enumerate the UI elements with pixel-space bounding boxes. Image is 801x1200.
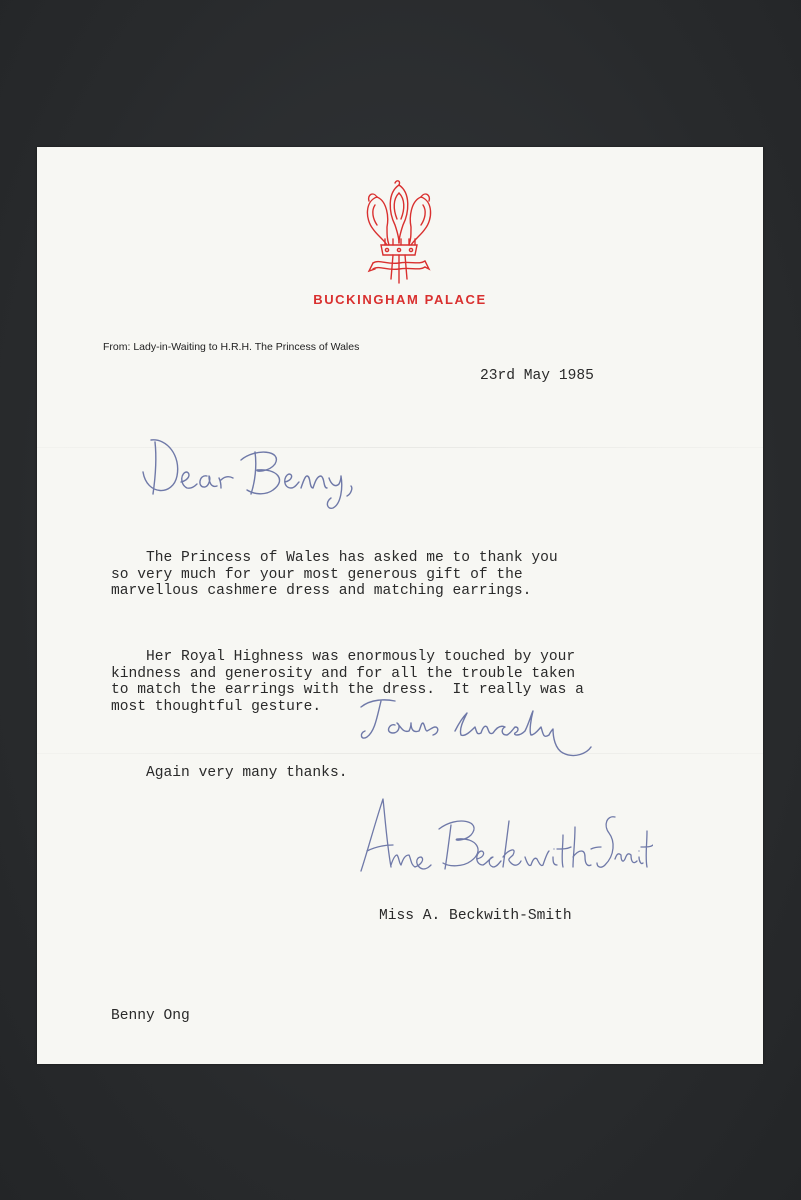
- letter-date: 23rd May 1985: [480, 368, 594, 384]
- body-paragraph: The Princess of Wales has asked me to thank you so very much for your most generous gift of the marvellous cashmere dress and matching earrings.: [111, 550, 558, 599]
- recipient-name: Benny Ong: [111, 1008, 190, 1024]
- prince-of-wales-feathers-icon: [357, 179, 441, 287]
- body-paragraph: Her Royal Highness was enormously touched by your kindness and generosity and for all the trouble taken to match the earrings with the dress. It really was a most thoughtful gesture.: [111, 649, 584, 715]
- letter-sheet: [37, 147, 763, 1064]
- handwritten-salutation: [137, 432, 367, 512]
- letterhead-address: BUCKINGHAM PALACE: [313, 292, 487, 307]
- handwritten-signature: [353, 787, 653, 882]
- letterhead-from-line: From: Lady-in-Waiting to H.R.H. The Princess of Wales: [103, 341, 360, 353]
- handwritten-closing: [355, 687, 615, 772]
- signed-name: Miss A. Beckwith-Smith: [379, 908, 572, 924]
- body-paragraph: Again very many thanks.: [111, 764, 348, 781]
- letter-body: [111, 517, 671, 831]
